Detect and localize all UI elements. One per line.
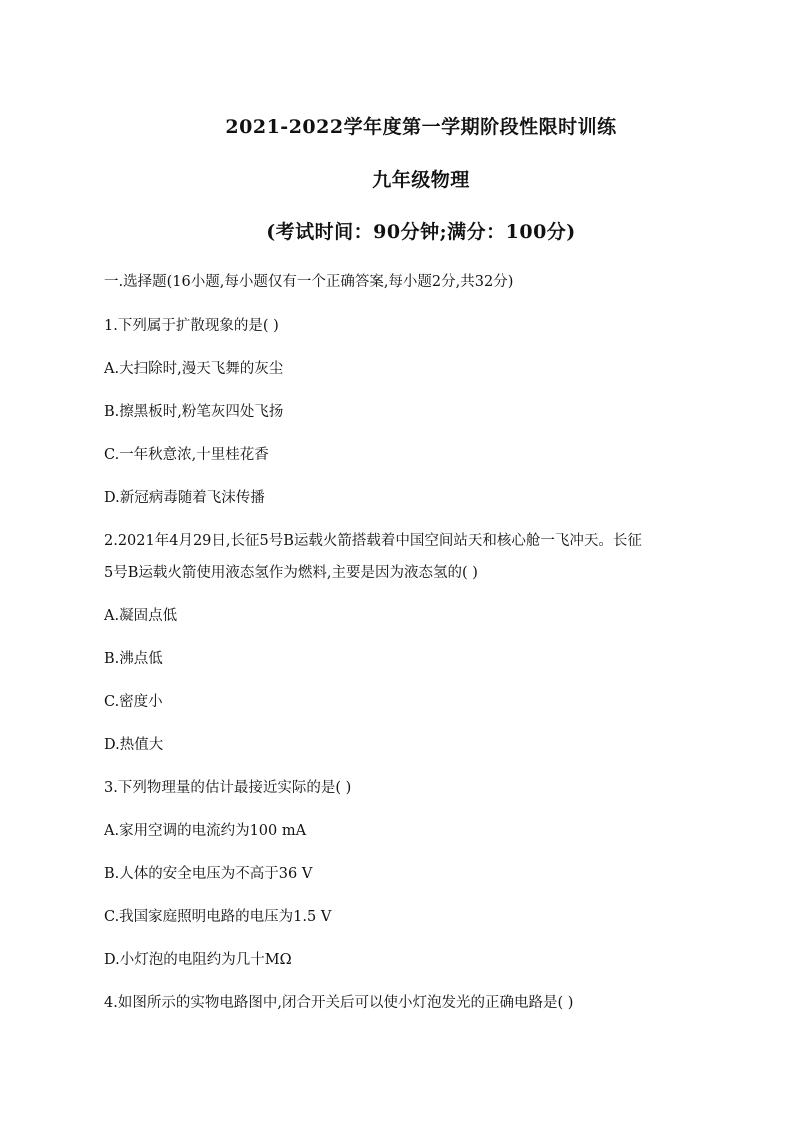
question-4-stem: 4.如图所示的实物电路图中,闭合开关后可以使小灯泡发光的正确电路是( ) [104,995,574,1011]
exam-info: (考试时间：90分钟;满分：100分) [266,221,576,243]
section-heading: 一.选择题(16小题,每小题仅有一个正确答案,每小题2分,共32分) [104,274,514,290]
document-title: 2021-2022学年度第一学期阶段性限时训练 [225,116,617,138]
question-1-option-b: B.擦黑板时,粉笔灰四处飞扬 [104,404,284,420]
question-2-option-a: A.凝固点低 [104,608,178,624]
question-2-stem: 2.2021年4月29日,长征5号B运载火箭搭载着中国空间站天和核心舱一飞冲天。长征 [104,533,642,549]
question-1-option-d: D.新冠病毒随着飞沫传播 [104,490,265,506]
question-3-option-b: B.人体的安全电压为不高于36 V [104,866,313,882]
question-1-option-c: C.一年秋意浓,十里桂花香 [104,447,269,463]
question-2-option-c: C.密度小 [104,694,163,710]
subject-title: 九年级物理 [372,169,470,191]
question-3-stem: 3.下列物理量的估计最接近实际的是( ) [104,780,352,796]
question-3-option-a: A.家用空调的电流约为100 mA [104,823,307,839]
question-3-option-d: D.小灯泡的电阻约为几十MΩ [104,952,292,968]
question-2-option-b: B.沸点低 [104,651,163,667]
question-2-option-d: D.热值大 [104,737,164,753]
question-1-option-a: A.大扫除时,漫天飞舞的灰尘 [104,361,284,377]
question-3-option-c: C.我国家庭照明电路的电压为1.5 V [104,909,332,925]
question-2-stem-continued: 5号B运载火箭使用液态氢作为燃料,主要是因为液态氢的( ) [104,565,478,581]
question-1-stem: 1.下列属于扩散现象的是( ) [104,318,279,334]
